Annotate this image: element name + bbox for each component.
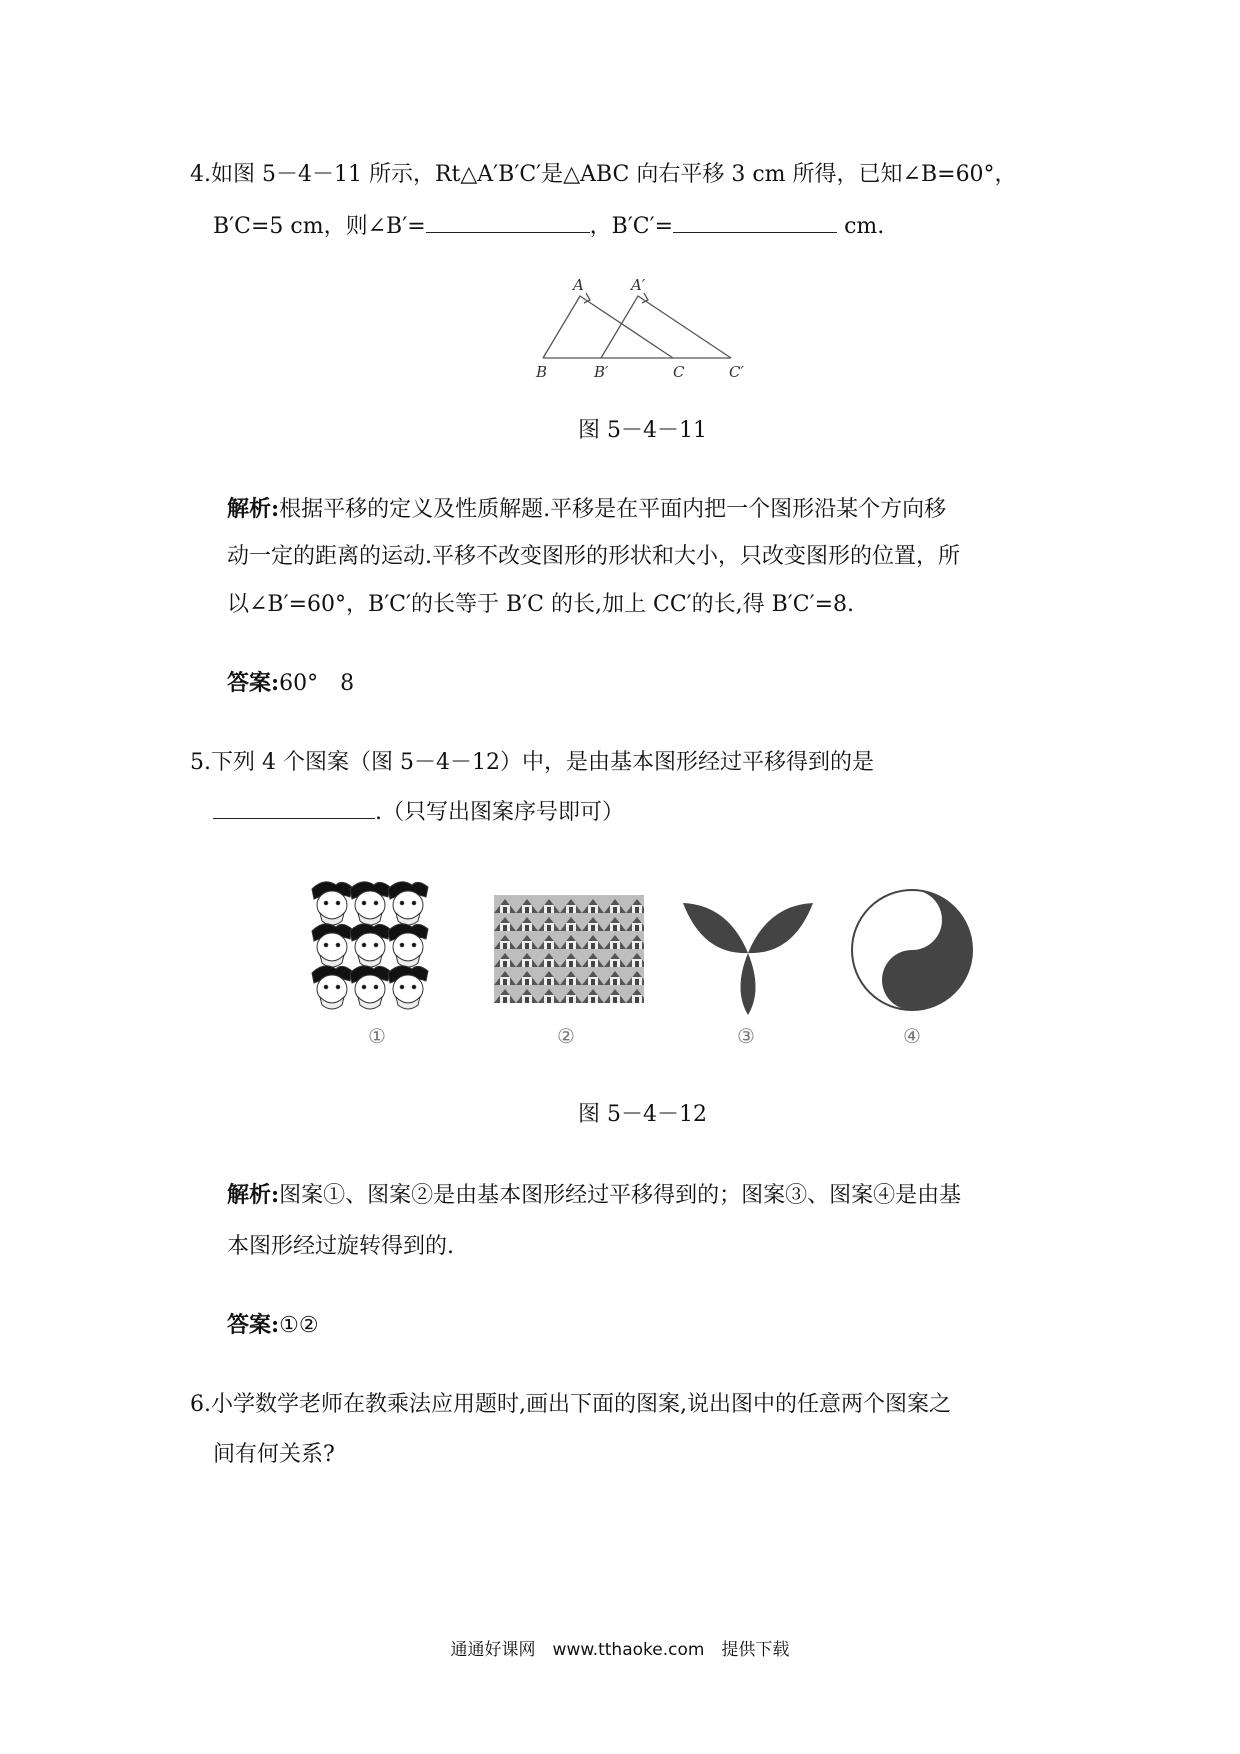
q6-line-1: 6.小学数学老师在教乘法应用题时,画出下面的图案,说出图中的任意两个图案之 [190,1392,951,1417]
q4-analysis-line-1 [227,494,946,525]
q5-line-2-text: .（只写出图案序号即可） [375,800,624,825]
footer-download-note: 通通好课网 www.tthaoke.com 提供下载 [450,1640,790,1660]
pattern-3-number: ③ [737,1024,755,1048]
q5-analysis-line-2: 本图形经过旋转得到的. [227,1234,454,1259]
label-b-prime: B′ [594,363,609,381]
answer-blank-angle [426,210,590,233]
figure-caption-5-4-11: 图 5－4－11 [578,418,707,443]
pattern-2-number: ② [557,1024,575,1048]
answer-blank-patterns [213,796,375,819]
answer-text: 60° 8 [279,671,355,696]
q5-line-1: 5.下列 4 个图案（图 5－4－12）中，是由基本图形经过平移得到的是 [190,750,874,775]
label-c: C [673,363,685,381]
q4-line-2-text-c: cm. [837,214,885,239]
label-c-prime: C′ [729,363,744,381]
label-a-prime: A′ [631,276,646,294]
q4-answer [227,668,354,699]
q4-line-1: 4.如图 5－4－11 所示，Rt△A′B′C′是△ABC 向右平移 3 cm 所得，已知∠B=60°， [190,162,1017,187]
answer-label: 答案: [227,1312,280,1338]
q5-analysis-line-1 [227,1180,961,1211]
q4-analysis-line-3: 以∠B′=60°，B′C′的长等于 B′C 的长,加上 CC′的长,得 B′C′=8. [227,592,855,617]
q6-line-2: 间有何关系? [213,1442,335,1467]
analysis-text: 图案①、图案②是由基本图形经过平移得到的；图案③、图案④是由基 [279,1183,962,1208]
pattern-3-petals [683,895,813,1015]
analysis-label: 解析: [227,1182,280,1208]
pattern-4-yin-yang [850,888,974,1012]
q5-line-2 [213,796,624,828]
answer-blank-length [673,210,837,233]
label-b: B [536,363,548,381]
label-a: A [573,276,584,294]
q4-line-2-text-b: ，B′C′= [589,214,674,239]
triangle-translation-figure [0,270,1240,390]
q4-line-2-text-a: B′C=5 cm，则∠B′= [213,214,426,239]
pattern-2-tiles [494,895,644,1003]
pattern-1-faces [312,877,452,1017]
q4-analysis-line-2: 动一定的距离的运动.平移不改变图形的形状和大小，只改变图形的位置，所 [227,544,960,569]
q4-line-2 [213,210,884,242]
triangle-abc [543,296,673,358]
analysis-label: 解析: [227,496,280,522]
q5-answer [227,1310,319,1341]
pattern-1-number: ① [368,1024,386,1048]
pattern-4-number: ④ [903,1024,921,1048]
figure-caption-5-4-12: 图 5－4－12 [578,1102,707,1127]
answer-label: 答案: [227,670,280,696]
triangle-a2b2c2 [601,296,731,358]
analysis-text: 根据平移的定义及性质解题.平移是在平面内把一个图形沿某个方向移 [279,497,947,522]
answer-text: ①② [279,1313,319,1338]
